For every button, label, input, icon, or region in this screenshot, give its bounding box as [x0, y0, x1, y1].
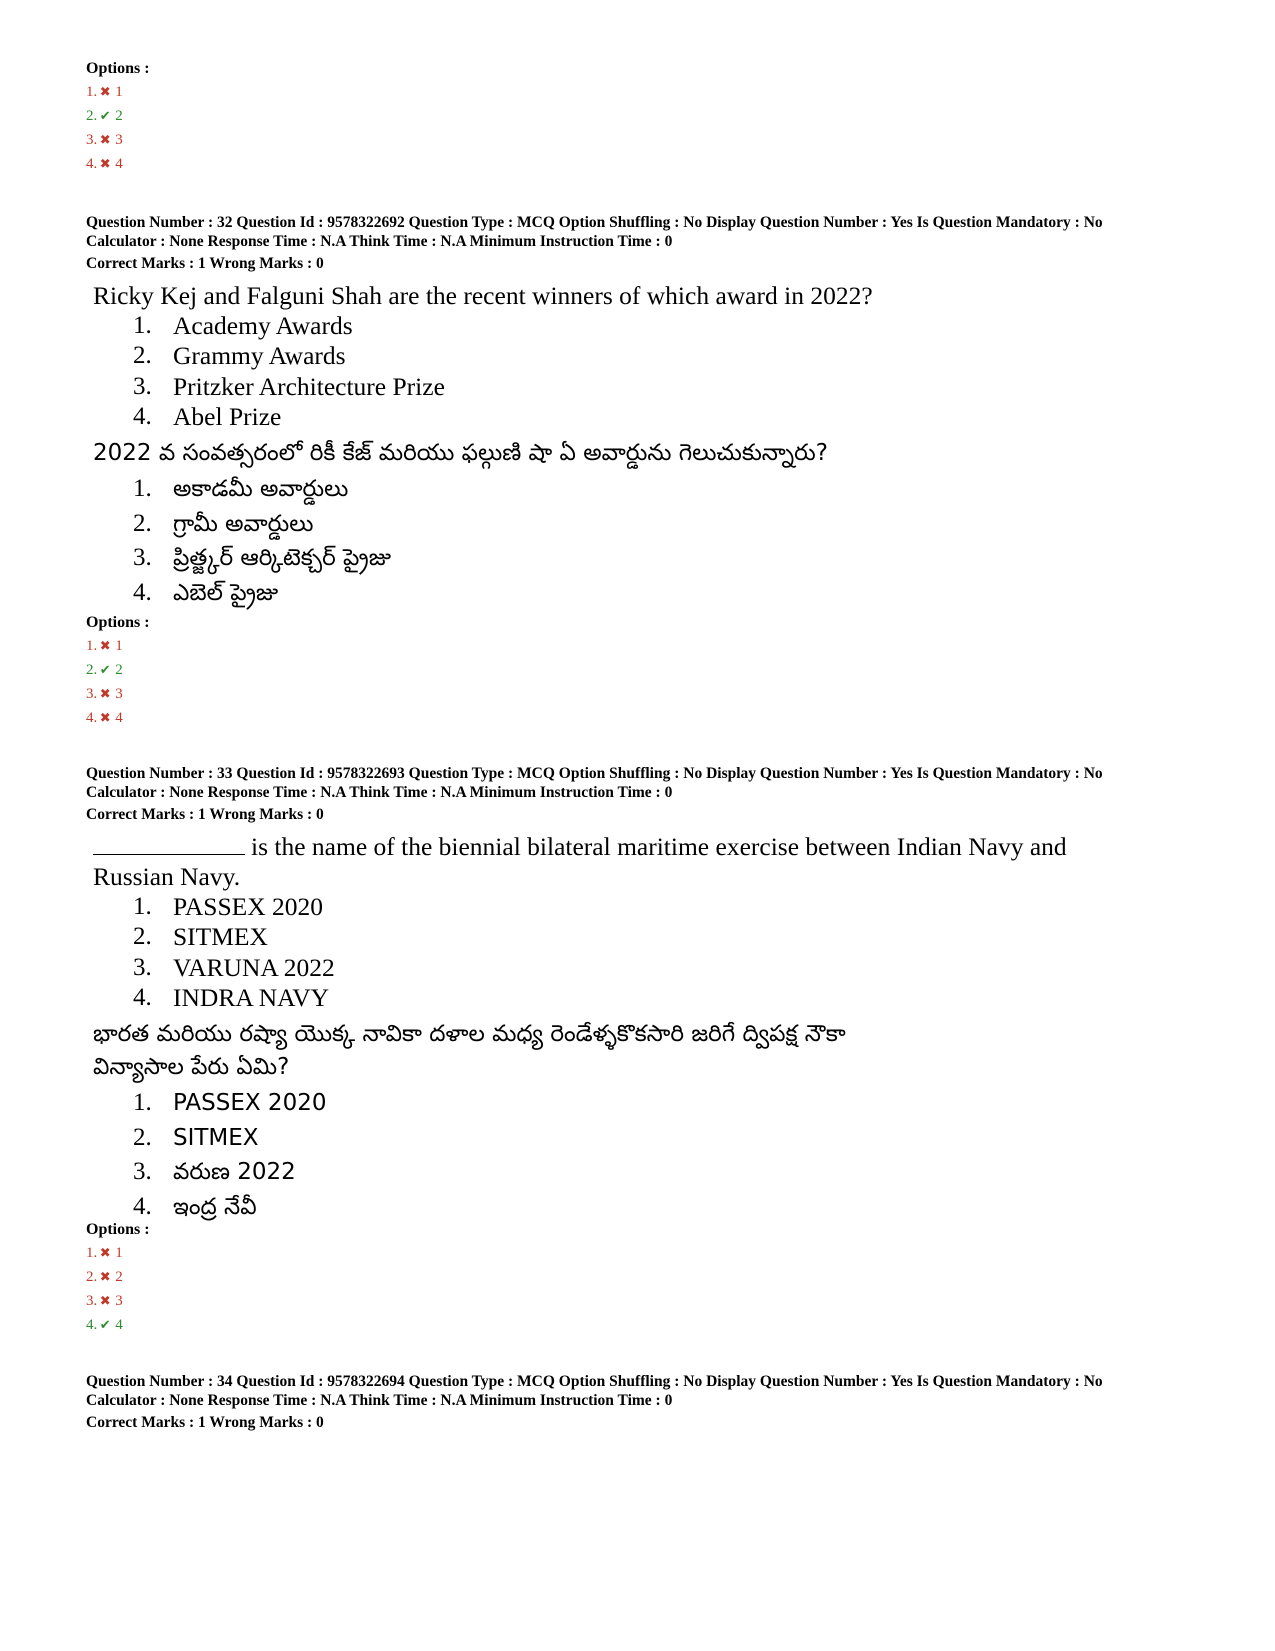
choices-telugu: [133, 472, 391, 610]
cross-mark-icon: ✖: [99, 1245, 111, 1260]
choice-item: 3. Pritzker Architecture Prize: [133, 371, 445, 401]
option-number: 3.: [86, 1293, 98, 1309]
option-number: 4.: [86, 710, 98, 726]
cross-mark-icon: ✖: [99, 156, 111, 171]
choice-item: 3. VARUNA 2022: [133, 952, 335, 982]
question-text-telugu: భారత మరియు రష్యా యొక్క నావికా దళాల మధ్య రెండేళ్ళకొకసారి జరిగే ద్విపక్ష నౌకా: [93, 1021, 846, 1047]
option-label: 2: [115, 662, 123, 678]
question-meta-line1: Question Number : 34 Question Id : 9578322694 Question Type : MCQ Option Shuffling : No Display Question Number : Yes Is Question Mandatory : No: [86, 1373, 1103, 1390]
option-label: 3: [115, 686, 123, 702]
choice-item: 4. ఇంద్ర నేవీ: [133, 1192, 257, 1220]
option-label: 2: [115, 1269, 123, 1285]
question-text-telugu: 2022 వ సంవత్సరంలో రికీ కేజ్ మరియు ఫల్గుణి షా ఏ అవార్డును గెలుచుకున్నారు?: [93, 440, 828, 466]
option-item: [86, 706, 123, 730]
option-item: [86, 104, 123, 128]
choice-item: 4. ఎబెల్ ప్రైజు: [133, 578, 279, 606]
check-mark-icon: ✔: [99, 108, 111, 123]
option-item: [86, 152, 123, 176]
option-item: [86, 80, 123, 104]
option-label: 3: [115, 1293, 123, 1309]
choice-item: 4. INDRA NAVY: [133, 982, 330, 1012]
option-number: 4.: [86, 156, 98, 172]
option-number: 1.: [86, 84, 98, 100]
cross-mark-icon: ✖: [99, 84, 111, 99]
choices-telugu: [133, 1086, 326, 1224]
fill-in-blank: [93, 832, 245, 855]
choices-english: [133, 311, 445, 432]
choice-item: 2. Grammy Awards: [133, 341, 346, 371]
choice-item: 1. PASSEX 2020: [133, 892, 323, 921]
options-heading: Options :: [86, 60, 150, 77]
option-number: 1.: [86, 638, 98, 654]
options-list: [86, 1241, 123, 1337]
choice-item: 3. వరుణ 2022: [133, 1158, 296, 1185]
question-meta-line1: Question Number : 32 Question Id : 9578322692 Question Type : MCQ Option Shuffling : No Display Question Number : Yes Is Question Mandatory : No: [86, 214, 1103, 231]
choice-item: 3. ప్రిత్జ్కర్ ఆర్కిటెక్చర్ ప్రైజు: [133, 544, 391, 571]
choice-item: 1. Academy Awards: [133, 311, 353, 340]
option-item: [86, 1265, 123, 1289]
options-heading: Options :: [86, 1221, 150, 1238]
question-marks: Correct Marks : 1 Wrong Marks : 0: [86, 1414, 324, 1431]
option-number: 2.: [86, 1269, 98, 1285]
choice-item: 4. Abel Prize: [133, 401, 282, 431]
choices-english: [133, 892, 335, 1013]
cross-mark-icon: ✖: [99, 1269, 111, 1284]
choice-item: 2. SITMEX: [133, 1123, 259, 1151]
option-number: 2.: [86, 662, 98, 678]
option-item: [86, 682, 123, 706]
question-meta-line2: Calculator : None Response Time : N.A Think Time : N.A Minimum Instruction Time : 0: [86, 233, 673, 250]
choice-item: 1. PASSEX 2020: [133, 1089, 327, 1116]
option-number: 3.: [86, 686, 98, 702]
option-label: 2: [115, 108, 123, 124]
question-meta-line1: Question Number : 33 Question Id : 9578322693 Question Type : MCQ Option Shuffling : No Display Question Number : Yes Is Question Mandatory : No: [86, 765, 1103, 782]
question-text-english: is the name of the biennial bilateral maritime exercise between Indian Navy and: [93, 832, 1067, 862]
options-list: [86, 634, 123, 730]
cross-mark-icon: ✖: [99, 638, 111, 653]
question-marks: Correct Marks : 1 Wrong Marks : 0: [86, 806, 324, 823]
option-item: [86, 658, 123, 682]
cross-mark-icon: ✖: [99, 1293, 111, 1308]
option-number: 4.: [86, 1317, 98, 1333]
question-text-english-cont: Russian Navy.: [93, 862, 241, 891]
choice-item: 2. గ్రామీ అవార్డులు: [133, 509, 314, 537]
question-marks: Correct Marks : 1 Wrong Marks : 0: [86, 255, 324, 272]
choice-item: 1. అకాడమీ అవార్డులు: [133, 475, 349, 502]
options-heading: Options :: [86, 614, 150, 631]
choice-item: 2. SITMEX: [133, 922, 268, 952]
check-mark-icon: ✔: [99, 662, 111, 677]
option-label: 4: [115, 156, 123, 172]
option-label: 1: [115, 1245, 123, 1261]
check-mark-icon: ✔: [99, 1317, 111, 1332]
option-label: 4: [115, 710, 123, 726]
option-number: 1.: [86, 1245, 98, 1261]
option-number: 2.: [86, 108, 98, 124]
option-label: 1: [115, 638, 123, 654]
option-item: [86, 1313, 123, 1337]
options-list: [86, 80, 123, 176]
option-item: [86, 1241, 123, 1265]
option-label: 1: [115, 84, 123, 100]
question-meta-line2: Calculator : None Response Time : N.A Think Time : N.A Minimum Instruction Time : 0: [86, 1392, 673, 1409]
option-label: 3: [115, 132, 123, 148]
option-item: [86, 634, 123, 658]
question-text-telugu-cont: విన్యాసాల పేరు ఏమి?: [93, 1054, 290, 1080]
cross-mark-icon: ✖: [99, 710, 111, 725]
option-item: [86, 128, 123, 152]
question-meta-line2: Calculator : None Response Time : N.A Think Time : N.A Minimum Instruction Time : 0: [86, 784, 673, 801]
option-label: 4: [115, 1317, 123, 1333]
cross-mark-icon: ✖: [99, 132, 111, 147]
option-item: [86, 1289, 123, 1313]
option-number: 3.: [86, 132, 98, 148]
cross-mark-icon: ✖: [99, 686, 111, 701]
question-text-english: Ricky Kej and Falguni Shah are the recent winners of which award in 2022?: [93, 281, 873, 310]
